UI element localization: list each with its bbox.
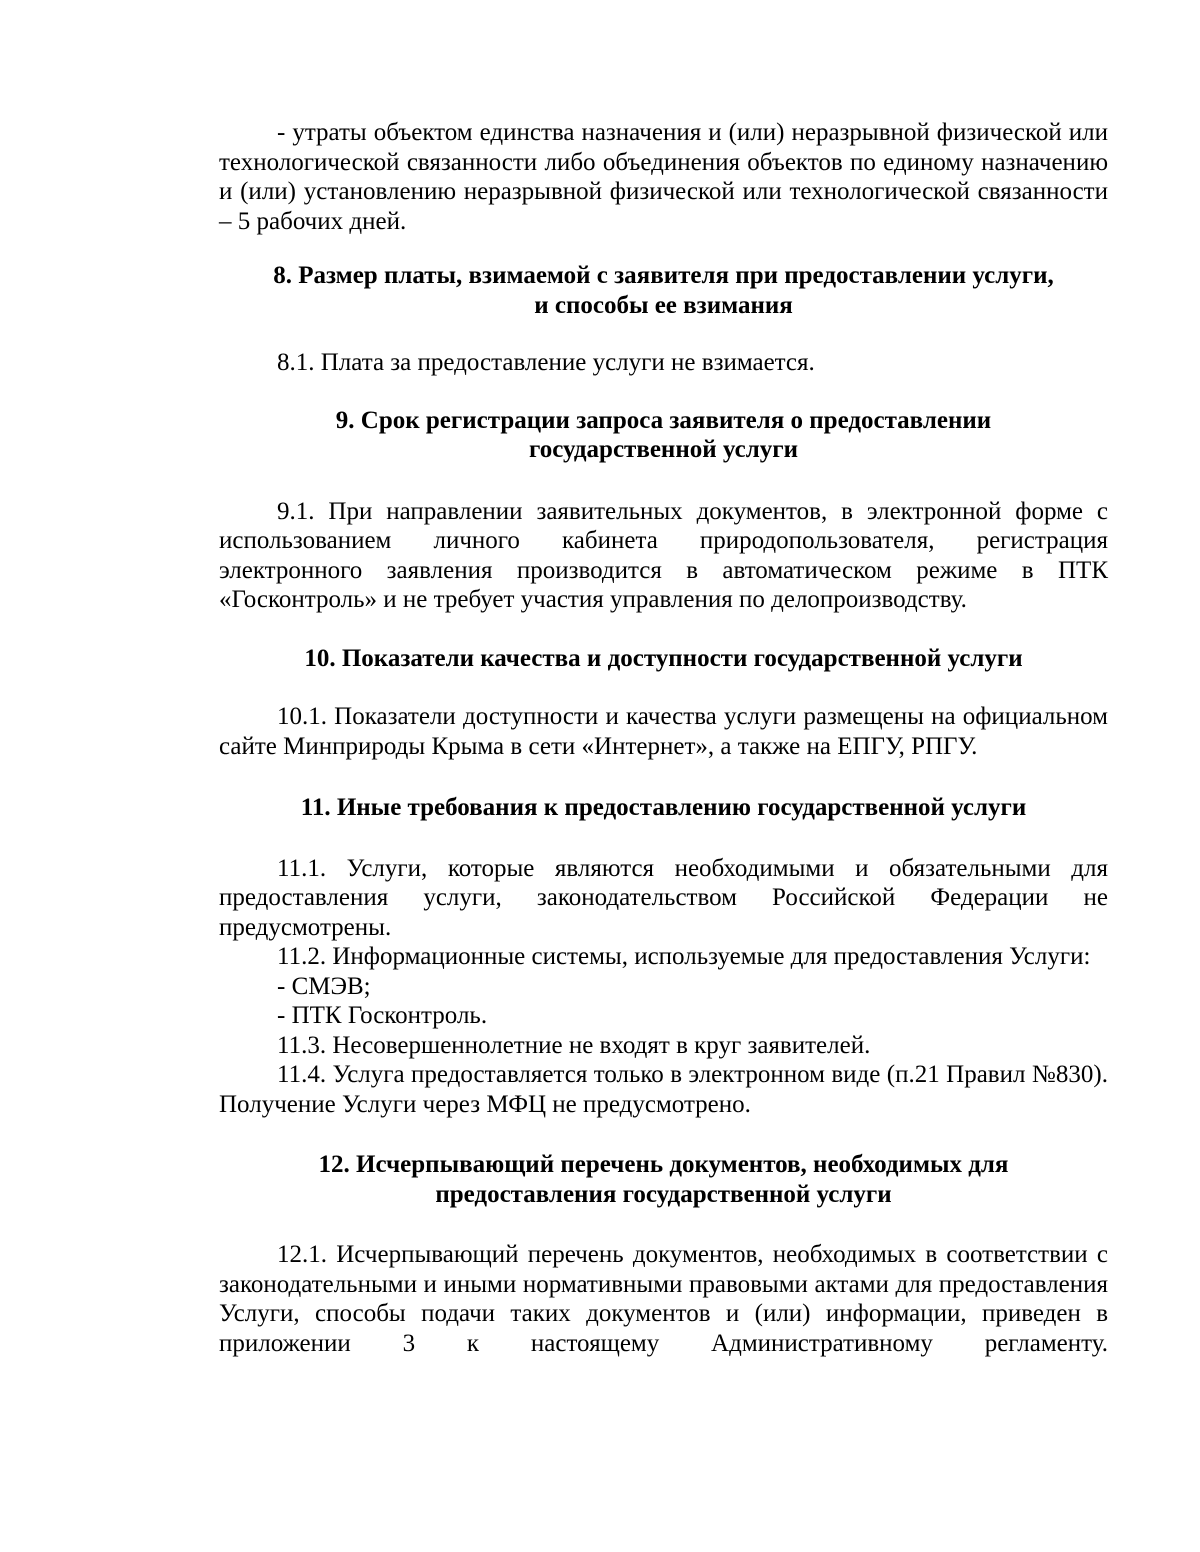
paragraph-11-4: 11.4. Услуга предоставляется только в электронном виде (п.21 Правил №830). Получение Услуги через МФЦ не предусмотрено.	[219, 1061, 1108, 1118]
paragraph-10-1: 10.1. Показатели доступности и качества услуги размещены на официальном сайте Минприроды Крыма в сети «Интернет», а также на ЕПГУ, РПГУ.	[219, 703, 1108, 760]
section-9-heading	[219, 406, 1108, 465]
intro-paragraph: - утраты объектом единства назначения и (или) неразрывной физической или технологической связанности либо объединения объектов по единому назначению и (или) установлению неразрывной физической или технологической связанности – 5 рабочих дней.	[219, 119, 1108, 235]
section-8-heading-line2: и способы ее взимания	[534, 291, 793, 319]
section-9-heading-line1: 9. Срок регистрации запроса заявителя о предоставлении	[335, 406, 992, 434]
section-9-heading-line2: государственной услуги	[528, 436, 799, 463]
list-item-smev: - СМЭВ;	[277, 972, 371, 1000]
document-page	[219, 118, 1108, 1358]
section-8-heading-line1: 8. Размер платы, взимаемой с заявителя при предоставлении услуги,	[273, 262, 1054, 289]
section-10-heading: 10. Показатели качества и доступности государственной услуги	[304, 644, 1023, 672]
section-12-heading-line2: предоставления государственной услуги	[435, 1180, 892, 1208]
list-item-ptk: - ПТК Госконтроль.	[277, 1002, 488, 1029]
paragraph-11-2: 11.2. Информационные системы, используемые для предоставления Услуги:	[277, 943, 1091, 970]
paragraph-11-3: 11.3. Несовершеннолетние не входят в круг заявителей.	[277, 1031, 871, 1059]
section-8-heading	[219, 261, 1108, 320]
section-12-heading	[219, 1150, 1108, 1209]
section-12-heading-line1: 12. Исчерпывающий перечень документов, необходимых для	[318, 1151, 1009, 1178]
paragraph-11-1: 11.1. Услуги, которые являются необходимыми и обязательными для предоставления услуги, законодательством Российской Федерации не предусмотрены.	[219, 854, 1108, 941]
paragraph-12-1: 12.1. Исчерпывающий перечень документов, необходимых в соответствии с законодательными и иными нормативными правовыми актами для предоставления Услуги, способы подачи таких документов и (или) информации, приведен в приложении 3 к настоящему Административному регламенту.	[219, 1241, 1108, 1357]
paragraph-8-1: 8.1. Плата за предоставление услуги не взимается.	[277, 349, 815, 376]
section-11-heading: 11. Иные требования к предоставлению государственной услуги	[300, 794, 1027, 821]
paragraph-9-1: 9.1. При направлении заявительных документов, в электронной форме с использованием личного кабинета природопользователя, регистрация электронного заявления производится в автоматическом режиме в ПТК «Госконтроль» и не требует участия управления по делопроизводству.	[219, 497, 1108, 613]
